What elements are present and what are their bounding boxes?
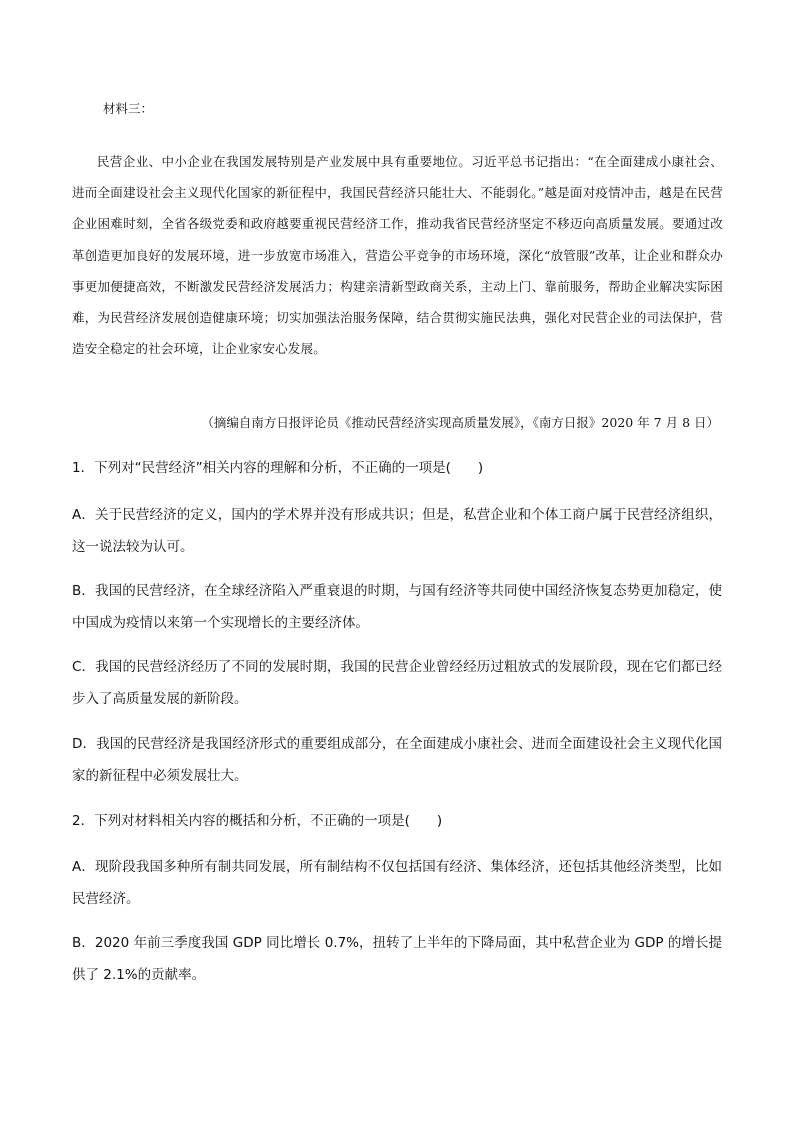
question-1-option-d: D．我国的民营经济是我国经济形式的重要组成部分，在全面建成小康社会、进而全面建设社会主义现代化国家的新征程中必须发展壮大。	[72, 736, 722, 784]
question-1-option-b: B．我国的民营经济，在全球经济陷入严重衰退的时期，与国有经济等共同使中国经济恢复态势更加稳定，使中国成为疫情以来第一个实现增长的主要经济体。	[72, 583, 722, 631]
question-2-option-b: B．2020 年前三季度我国 GDP 同比增长 0.7%，扭转了上半年的下降局面，其中私营企业为 GDP 的增长提供了 2.1%的贡献率。	[72, 935, 722, 983]
material-source: （摘编自南方日报评论员《推动民营经济实现高质量发展》，《南方日报》2020 年 7 月 8 日）	[201, 415, 719, 430]
question-1-option-a: A．关于民营经济的定义，国内的学术界并没有形成共识；但是，私营企业和个体工商户属于民营经济组织，这一说法较为认可。	[72, 507, 722, 555]
question-1-stem: 1．下列对“民营经济”相关内容的理解和分析，不正确的一项是( )	[72, 460, 484, 476]
question-1-option-c: C．我国的民营经济经历了不同的发展时期，我国的民营企业曾经经历过粗放式的发展阶段，现在它们都已经步入了高质量发展的新阶段。	[72, 659, 722, 707]
material-heading: 材料三：	[103, 101, 154, 116]
material-body: 民营企业、中小企业在我国发展特别是产业发展中具有重要地位。习近平总书记指出：“在全面建成小康社会、进而全面建设社会主义现代化国家的新征程中，我国民营经济只能壮大、不能弱化。”越是面对疫情冲击，越是在民营企业困难时刻，全省各级党委和政府越要重视民营经济工作，推动我省民营经济坚定不移迈向高质量发展。要通过改革创造更加良好的发展环境，进一步放宽市场准入，营造公平竞争的市场环境，深化“放管服”改革，让企业和群众办事更加便捷高效，不断激发民营经济发展活力；构建亲清新型政商关系，主动上门、靠前服务，帮助企业解决实际困难，为民营经济发展创造健康环境；切实加强法治服务保障，结合贯彻实施民法典，强化对民营企业的司法保护，营造安全稳定的社会环境，让企业家安心发展。	[72, 154, 723, 357]
question-2-stem: 2．下列对材料相关内容的概括和分析，不正确的一项是( )	[72, 813, 443, 829]
question-2-option-a: A．现阶段我国多种所有制共同发展，所有制结构不仅包括国有经济、集体经济，还包括其他经济类型，比如民营经济。	[72, 859, 722, 907]
